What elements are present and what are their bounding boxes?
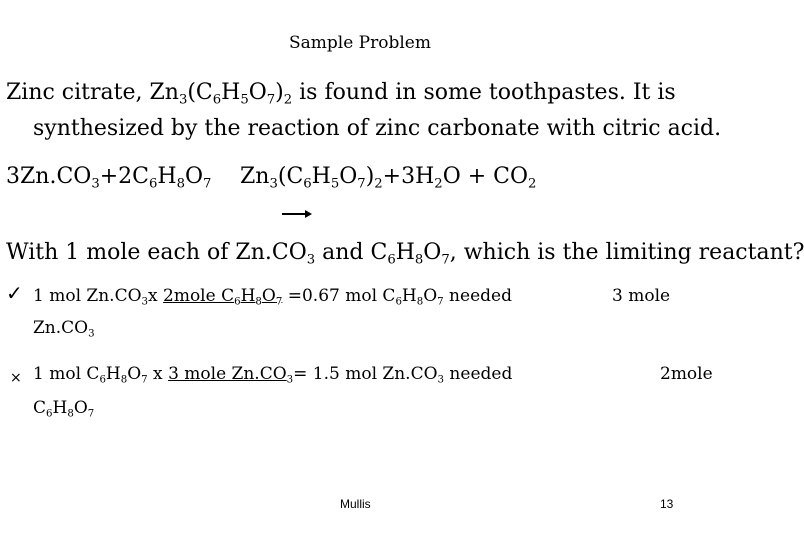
equation-text: +2C: [99, 164, 149, 189]
subscript: 3: [286, 374, 294, 386]
calc-text: H: [401, 286, 417, 306]
subscript: 3: [269, 176, 278, 192]
subscript: 6: [212, 92, 222, 108]
check-icon: ✓: [6, 281, 23, 305]
equation-text: H: [157, 164, 177, 189]
calc-text: H: [105, 364, 121, 384]
calc-text: 1 mol C: [33, 364, 100, 384]
equation-text: H: [311, 164, 331, 189]
equation-text: O + CO: [442, 164, 529, 189]
intro-text: O: [248, 80, 267, 105]
subscript: 7: [437, 296, 444, 308]
equation-text: 3Zn.CO: [6, 164, 92, 189]
calc-text: 1 mol Zn.CO: [33, 286, 142, 306]
subscript: 8: [176, 176, 185, 192]
reaction-arrow-icon: [282, 208, 312, 220]
subscript: 8: [414, 252, 424, 268]
calc-text: = 1.5 mol Zn.CO: [293, 364, 438, 384]
equation-text: O: [184, 164, 203, 189]
subscript: 8: [255, 296, 262, 308]
subscript: 8: [120, 374, 128, 386]
calc-text: Zn.CO: [33, 318, 89, 338]
question-line: [6, 240, 804, 268]
subscript: 5: [240, 92, 249, 108]
subscript: 3: [306, 252, 316, 268]
calc2-numerator: [168, 364, 293, 384]
subscript: 6: [46, 408, 53, 420]
subscript: 8: [416, 296, 424, 308]
subscript: 6: [234, 296, 241, 308]
calc2-denominator: 2mole: [660, 364, 713, 384]
footer-author: Mullis: [340, 497, 371, 511]
calc-text: H: [52, 398, 68, 418]
equation-text: Zn: [240, 164, 270, 189]
subscript: 6: [303, 176, 312, 192]
calc-text: x: [147, 364, 169, 384]
subscript: 7: [357, 176, 366, 192]
subscript: 3: [437, 374, 445, 386]
subscript: 7: [141, 374, 148, 386]
intro-line-2: synthesized by the reaction of zinc carbonate with citric acid.: [33, 116, 722, 141]
calc-text: 2mole C: [163, 286, 235, 306]
calc-text: 3 mole Zn.CO: [168, 364, 287, 384]
intro-text: Zinc citrate, Zn: [6, 80, 179, 105]
calc1-denominator: 3 mole: [612, 286, 671, 306]
calc1-numerator: [163, 286, 282, 306]
intro-text: is found in some toothpastes. It is: [292, 80, 676, 105]
equation-text: +3H: [382, 164, 435, 189]
intro-text: H: [221, 80, 241, 105]
subscript: 3: [141, 296, 149, 308]
calc-text: C: [33, 398, 47, 418]
calc-text: needed: [443, 286, 512, 306]
calc1-continuation: [33, 318, 95, 338]
question-text: O: [423, 240, 442, 265]
subscript: 7: [275, 296, 283, 308]
calc-text: O: [73, 398, 88, 418]
subscript: 7: [266, 92, 276, 108]
subscript: 3: [178, 92, 188, 108]
page-number: 13: [660, 497, 674, 511]
question-text: With 1 mole each of Zn.CO: [6, 240, 307, 265]
equation-text: O: [339, 164, 358, 189]
subscript: 7: [441, 252, 450, 268]
calc1-line: [33, 286, 512, 306]
question-text: H: [395, 240, 415, 265]
subscript: 8: [67, 408, 74, 420]
calc2-line: [33, 364, 512, 384]
subscript: 6: [395, 296, 402, 308]
subscript: 3: [88, 328, 95, 340]
subscript: 2: [374, 176, 383, 192]
cross-icon: ×: [10, 370, 22, 386]
equation-left: [6, 164, 212, 192]
subscript: 2: [434, 176, 443, 192]
calc-text: O: [423, 286, 438, 306]
intro-line-1: [6, 80, 676, 108]
calc-text: O: [127, 364, 142, 384]
subscript: 2: [528, 176, 537, 192]
subscript: 3: [91, 176, 100, 192]
subscript: 5: [330, 176, 340, 192]
subscript: 6: [99, 374, 106, 386]
intro-text: ): [275, 80, 284, 105]
calc-text: H: [240, 286, 256, 306]
intro-text: (C: [187, 80, 213, 105]
subscript: 6: [148, 176, 158, 192]
subscript: 7: [87, 408, 95, 420]
calc-text: x: [148, 286, 164, 306]
question-text: , which is the limiting reactant?: [449, 240, 804, 265]
equation-text: (C: [277, 164, 304, 189]
subscript: 2: [283, 92, 293, 108]
calc2-continuation: [33, 398, 94, 418]
calc-text: =0.67 mol C: [282, 286, 396, 306]
calc-text: needed: [444, 364, 513, 384]
subscript: 7: [203, 176, 212, 192]
question-text: and C: [315, 240, 388, 265]
equation-text: ): [365, 164, 375, 189]
slide-title: Sample Problem: [289, 33, 431, 53]
subscript: 6: [387, 252, 396, 268]
calc-text: O: [261, 286, 276, 306]
equation-right: [240, 164, 537, 192]
